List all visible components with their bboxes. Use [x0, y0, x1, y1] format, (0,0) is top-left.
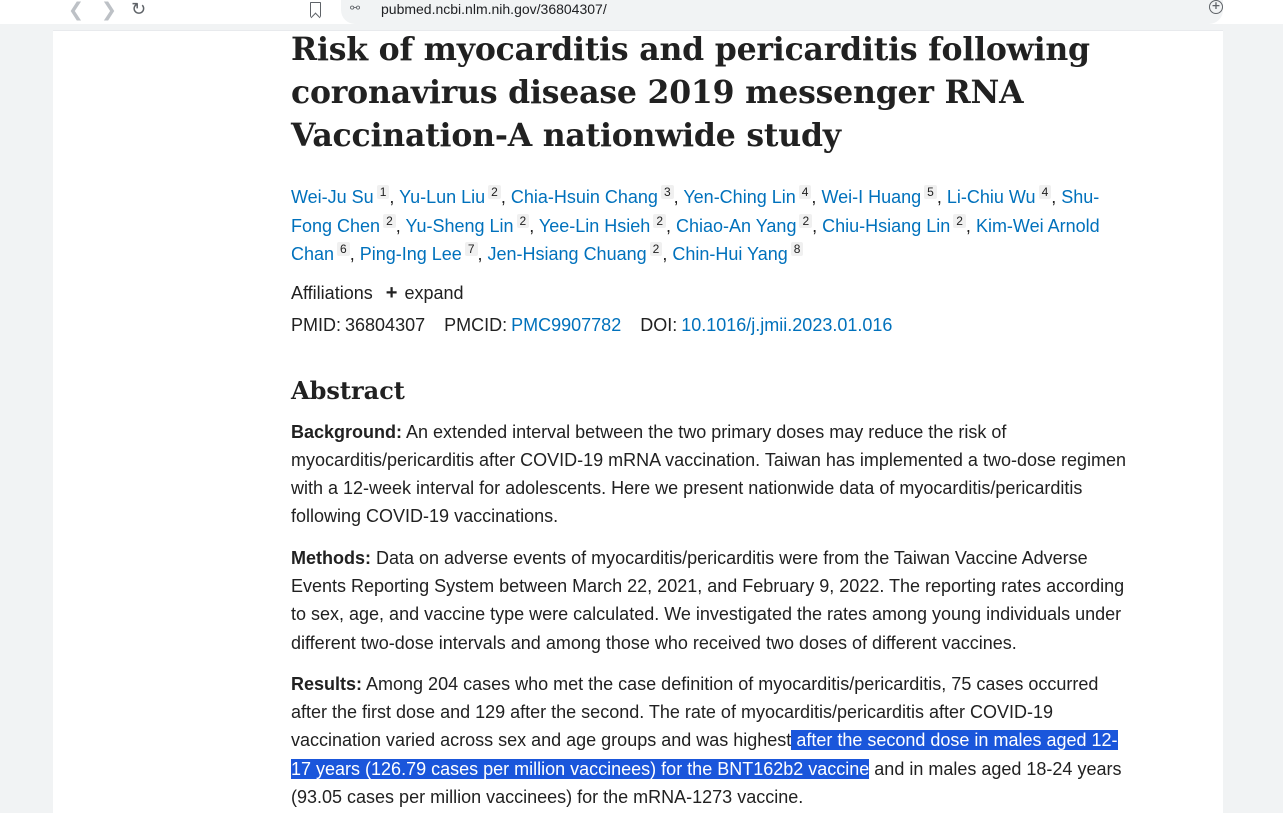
author-link[interactable]: Yu-Sheng Lin [405, 215, 514, 236]
selected-text-highlight: after the second dose in males aged 12-17 years (126.79 cases per million vaccinees) for the BNT162b2 vaccine [291, 730, 1118, 779]
back-button[interactable]: ❮ [68, 0, 84, 21]
affiliation-number[interactable]: 2 [488, 185, 501, 199]
affiliation-number[interactable]: 2 [653, 214, 666, 228]
affiliation-number[interactable]: 2 [953, 214, 966, 228]
site-info-icon[interactable]: ⚯ [350, 1, 360, 15]
author-link[interactable]: Chia-Hsuin Chang [510, 187, 658, 207]
affiliation-number[interactable]: 1 [377, 185, 390, 199]
affiliation-number[interactable]: 2 [383, 214, 396, 228]
affiliation-number[interactable]: 3 [661, 185, 674, 199]
author-link[interactable]: Kim-Wei Arnold Chan [291, 215, 1100, 264]
bookmark-icon[interactable] [310, 2, 321, 17]
author-link[interactable]: Yu-Lun Liu [399, 187, 486, 207]
doi-label: DOI: [640, 314, 678, 335]
author-list: Wei-Ju Su 1 , Yu-Lun Liu 2 , Chia-Hsuin Chang 3 , Yen-Ching Lin 4 , Wei-I Huang 5 , Li-Chiu Wu 4 , Shu-Fong Chen 2 , Yu-Sheng Lin 2 , Yee-Lin Hsieh 2 , Chiao-An Yang 2 , Chiu-Hsiang Lin 2 , Kim-Wei Arnold Chan 6 , Ping-Ing Lee 7 , Jen-Hsiang Chuang 2 , Chin-Hui Yang 8 [291, 185, 1100, 264]
abstract-background [291, 418, 1133, 531]
affiliation-number[interactable]: 5 [924, 185, 937, 199]
affiliation-number[interactable]: 2 [799, 214, 812, 228]
browser-toolbar [0, 0, 1283, 24]
methods-text: Data on adverse events of myocarditis/pericarditis were from the Taiwan Vaccine Adverse Events Reporting System between March 22, 2021, and February 9, 2022. The reporting rates according to sex, age, and vaccine type were calculated. We investigated the rates among young individuals under different two-dose intervals and among those who received two doses of different vaccines. [291, 547, 1125, 653]
results-text-before: Among 204 cases who met the case definition of myocarditis/pericarditis, 75 cases occurred after the first dose and 129 after the second. The rate of myocarditis/pericarditis after COVID-19 vaccination varied across sex and age groups and was highest [291, 673, 1099, 751]
author-link[interactable]: Chiu-Hsiang Lin [822, 215, 951, 236]
abstract-methods [291, 544, 1133, 657]
pmcid-label: PMCID: [444, 314, 508, 335]
abstract-results [291, 670, 1133, 811]
forward-button[interactable]: ❯ [101, 0, 117, 21]
zoom-icon[interactable]: + [1209, 0, 1223, 14]
affiliations-row [291, 281, 1133, 305]
affiliation-number[interactable]: 8 [791, 242, 804, 256]
affiliation-number[interactable]: 4 [1039, 185, 1052, 199]
background-label: Background: [291, 421, 403, 442]
reload-button[interactable]: ↻ [131, 0, 147, 20]
expand-plus-icon[interactable]: + [385, 281, 398, 304]
author-link[interactable]: Jen-Hsiang Chuang [487, 244, 647, 264]
pmid-label: PMID: [291, 314, 342, 335]
article-identifiers [291, 312, 1133, 338]
author-link[interactable]: Shu-Fong Chen [291, 187, 1100, 236]
doi-link[interactable]: 10.1016/j.jmii.2023.01.016 [681, 314, 893, 335]
pmcid-link[interactable]: PMC9907782 [511, 314, 622, 335]
author-link[interactable]: Chin-Hui Yang [672, 244, 788, 264]
pmid-value: 36804307 [345, 314, 426, 335]
abstract-heading: Abstract [291, 375, 405, 405]
affiliation-number[interactable]: 2 [517, 214, 530, 228]
results-label: Results: [291, 673, 363, 694]
page-viewport [53, 30, 1223, 813]
affiliation-number[interactable]: 7 [465, 242, 478, 256]
results-text-after: and in males aged 18-24 years (93.05 cases per million vaccinees) for the mRNA-1273 vaccine. [291, 758, 1122, 808]
affiliation-number[interactable]: 6 [337, 242, 350, 256]
affiliation-number[interactable]: 4 [799, 185, 812, 199]
author-link[interactable]: Li-Chiu Wu [946, 187, 1036, 207]
author-link[interactable]: Ping-Ing Lee [359, 244, 462, 264]
author-link[interactable]: Wei-Ju Su [291, 187, 374, 207]
author-link[interactable]: Chiao-An Yang [676, 215, 797, 236]
methods-label: Methods: [291, 547, 371, 568]
article-title: Risk of myocarditis and pericarditis following coronavirus disease 2019 messenger RNA Vaccination-A nationwide study [291, 31, 1090, 154]
article-content [291, 31, 1133, 811]
author-link[interactable]: Yen-Ching Lin [683, 187, 796, 207]
affiliations-label: Affiliations [291, 282, 373, 303]
url-text[interactable]: pubmed.ncbi.nlm.nih.gov/36804307/ [381, 1, 607, 17]
author-link[interactable]: Yee-Lin Hsieh [538, 215, 651, 236]
background-text: An extended interval between the two primary doses may reduce the risk of myocarditis/pericarditis after COVID-19 mRNA vaccination. Taiwan has implemented a two-dose regimen with a 12-week interval for adolescents. Here we present nationwide data of myocarditis/pericarditis following COVID-19 vaccinations. [291, 421, 1127, 527]
affiliation-number[interactable]: 2 [650, 242, 663, 256]
address-bar[interactable] [341, 0, 1223, 24]
expand-affiliations-button[interactable]: expand [404, 282, 464, 303]
author-link[interactable]: Wei-I Huang [821, 187, 922, 207]
